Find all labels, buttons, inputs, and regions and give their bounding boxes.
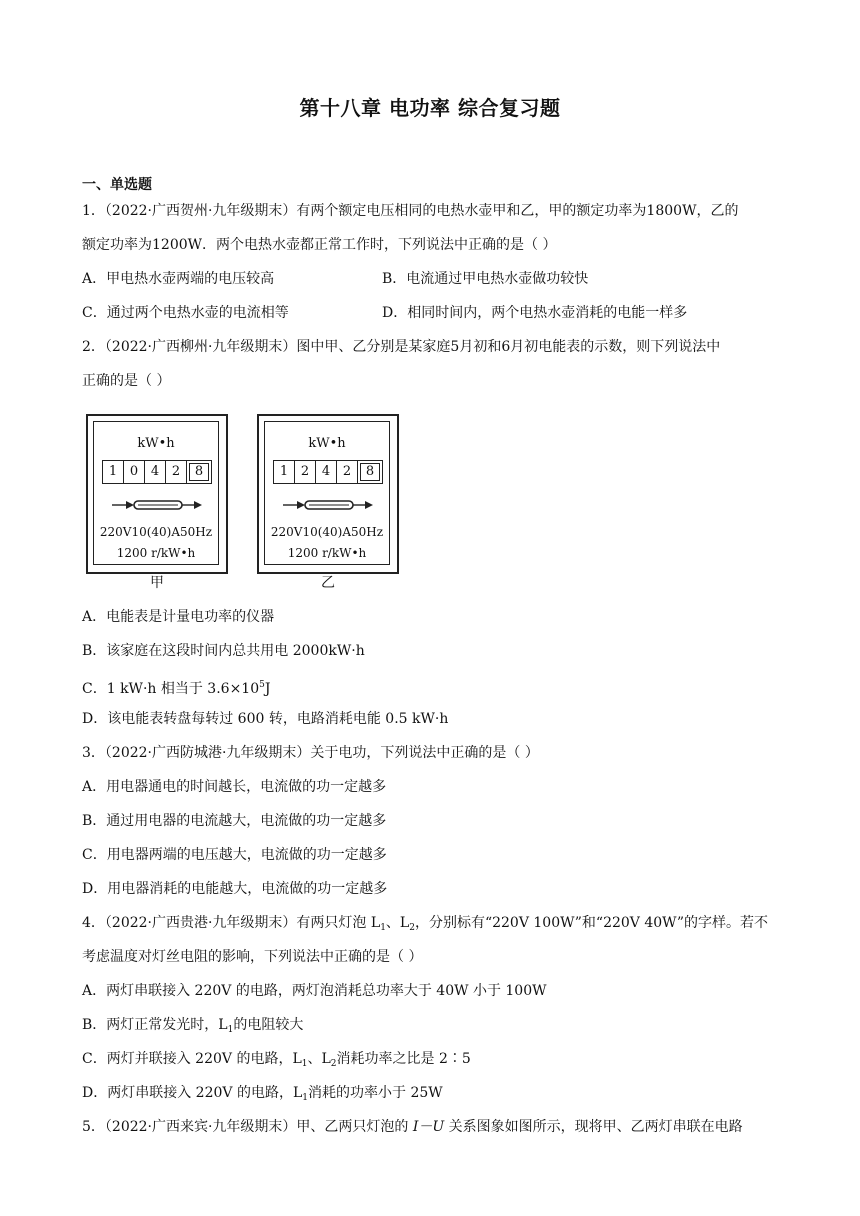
energy-meter-jia [86,414,228,574]
section-heading: 一、单选题 [82,177,152,193]
meter-digit: 4 [145,461,166,483]
q1-option-a: A．甲电热水壶两端的电压较高 [82,271,275,287]
q2-stem-line2: 正确的是（ ） [82,373,171,389]
meter-digit: 1 [103,461,124,483]
meter-spec: 220V10(40)A50Hz [99,525,213,539]
q4-stem-line1: 4．（2022·广西贵港·九年级期末）有两只灯泡 $L_1$、$L_2$，分别标有“220V 100W”和“220V 40W”的字样。若不 [82,915,768,933]
rotating-disc-icon [112,498,202,512]
energy-meter-yi [257,414,399,574]
meter-label-yi: 乙 [321,575,335,591]
q1-stem-line1: 1．（2022·广西贺州·九年级期末）有两个额定电压相同的电热水壶甲和乙，甲的额定功率为1800W，乙的 [82,203,739,219]
meter-unit: kW•h [137,436,175,451]
meter-digits [273,460,383,484]
meter-digit: 2 [337,461,358,483]
q1-option-c: C．通过两个电热水壶的电流相等 [82,305,289,321]
q3-option-d: D．用电器消耗的电能越大，电流做的功一定越多 [82,881,388,897]
meter-digit-decimal: 8 [358,461,382,483]
q4-option-d: D．两灯串联接入 220V 的电路，$L_1$消耗的功率小于 25W [82,1085,443,1103]
q1-option-b: B．电流通过甲电热水壶做功较快 [382,271,589,287]
meter-spec: 220V10(40)A50Hz [270,525,384,539]
q1-option-d: D．相同时间内，两个电热水壶消耗的电能一样多 [382,305,688,321]
q3-stem: 3．（2022·广西防城港·九年级期末）关于电功，下列说法中正确的是（ ） [82,745,539,761]
q2-option-a: A．电能表是计量电功率的仪器 [82,609,275,625]
meter-unit: kW•h [308,436,346,451]
q4-stem-line2: 考虑温度对灯丝电阻的影响，下列说法中正确的是（ ） [82,949,423,965]
q3-option-c: C．用电器两端的电压越大，电流做的功一定越多 [82,847,387,863]
meter-digit: 1 [274,461,295,483]
q2-option-c: C．1 kW·h 相当于 $3.6\times 10^5J$ [82,680,271,697]
meter-constant: 1200 r/kW•h [287,546,367,560]
meter-digit: 2 [166,461,187,483]
q1-stem-line2: 额定功率为1200W．两个电热水壶都正常工作时，下列说法中正确的是（ ） [82,237,557,253]
q2-option-d: D．该电能表转盘每转过 600 转，电路消耗电能 0.5 kW·h [82,711,449,727]
meter-digit-decimal: 8 [187,461,211,483]
meter-constant: 1200 r/kW•h [116,546,196,560]
q3-option-a: A．用电器通电的时间越长，电流做的功一定越多 [82,779,387,795]
q3-option-b: B．通过用电器的电流越大，电流做的功一定越多 [82,813,387,829]
q2-option-b: B．该家庭在这段时间内总共用电 2000kW·h [82,643,365,659]
q5-stem-line1: 5．（2022·广西来宾·九年级期末）甲、乙两只灯泡的 I－U 关系图象如图所示，现将甲、乙两灯串联在电路 [82,1119,743,1135]
page-title: 第十八章 电功率 综合复习题 [299,96,561,120]
meter-digits [102,460,212,484]
meter-digit: 2 [295,461,316,483]
meter-digit: 0 [124,461,145,483]
q4-option-c: C．两灯并联接入 220V 的电路，$L_1$、$L_2$消耗功率之比是 2∶5 [82,1051,471,1069]
meter-label-jia: 甲 [150,575,164,591]
q4-option-a: A．两灯串联接入 220V 的电路，两灯泡消耗总功率大于 40W 小于 100W [82,983,547,999]
q2-stem-line1: 2．（2022·广西柳州·九年级期末）图中甲、乙分别是某家庭5月初和6月初电能表的示数，则下列说法中 [82,339,721,355]
q4-option-b: B．两灯正常发光时，$L_1$的电阻较大 [82,1017,304,1035]
meter-digit: 4 [316,461,337,483]
rotating-disc-icon [283,498,373,512]
